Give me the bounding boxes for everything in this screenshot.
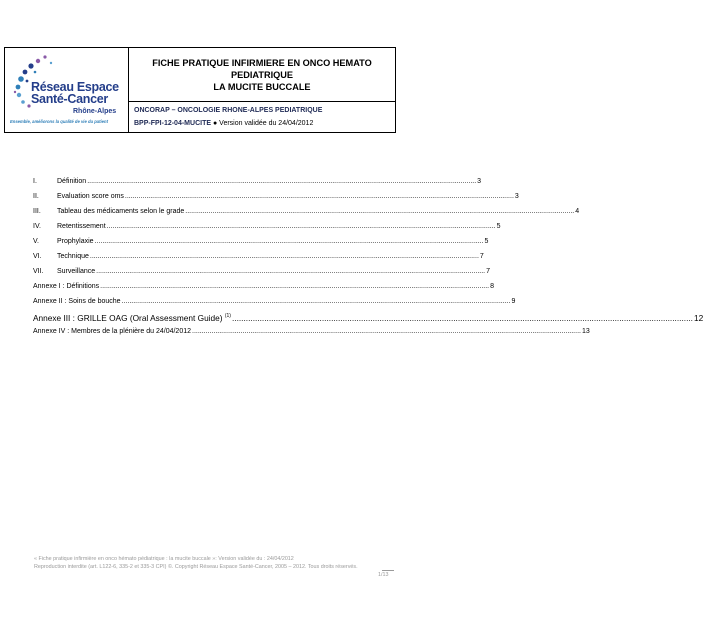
toc-label: Retentissement [57,223,106,230]
toc-row-annexe-1[interactable] [33,279,495,294]
title-line2: LA MUCITE BUCCALE [213,81,311,92]
toc-number: V. [33,238,39,245]
reference-line [134,117,390,130]
toc-row-annexe-3[interactable] [33,309,703,324]
toc-number: III. [33,208,41,215]
toc-row-7[interactable] [33,264,491,279]
toc-leader: ........................................................................................................................................................................................................ [106,223,496,230]
toc-leader: ........................................................................................................................................................................................................ [87,178,477,185]
toc-label: Tableau des médicaments selon le grade [57,208,185,215]
toc-number: IV. [33,223,41,230]
logo-text-line2: Santé-Cancer [31,92,108,106]
toc-leader: ........................................................................................................................................................................................................ [96,268,486,275]
toc-row-2[interactable] [33,189,519,204]
table-of-contents [33,174,703,339]
toc-label: Définition [57,178,87,185]
toc-row-1[interactable] [33,174,482,189]
toc-page: 8 [490,283,495,290]
validation-date: Version validée du 24/04/2012 [219,120,314,127]
toc-page: 12 [693,312,703,323]
toc-leader: ........................................................................................................................................................................................................ [89,253,479,260]
logo-text-line1: Réseau Espace [31,80,119,94]
toc-leader: ........................................................................................................................................................................................................ [192,328,581,335]
title-line1: FICHE PRATIQUE INFIRMIERE EN ONCO HEMATO PEDIATRIQUE [152,57,372,80]
toc-leader: ........................................................................................................................................................................................................ [121,298,511,305]
toc-label: Surveillance [57,268,96,275]
toc-number: II. [33,193,39,200]
logo-region: Rhône-Alpes [73,108,117,115]
page-number: 1/13 [378,572,389,578]
toc-row-4[interactable] [33,219,501,234]
footer-line2: Reproduction interdite (art. L122-6, 335-2 et 335-3 CPI) ©. Copyright Réseau Espace Santé-Cancer, 2005 – 2012. Tous droits réservés. [34,564,358,570]
toc-page: 7 [486,268,491,275]
toc-row-annexe-2[interactable] [33,294,516,309]
toc-number: VII. [33,268,44,275]
toc-label: Evaluation score oms [57,193,124,200]
document-header [4,47,396,133]
toc-row-5[interactable] [33,234,489,249]
toc-page: 9 [511,298,516,305]
toc-row-3[interactable] [33,204,580,219]
document-info [129,102,395,132]
footer-line1: « Fiche pratique infirmière en onco hémato pédiatrique : la mucite buccale »: Version validée du : 24/04/2012 [34,556,294,562]
toc-page: 3 [514,193,519,200]
toc-page: 5 [484,238,489,245]
toc-label: Annexe IV : Membres de la plénière du 24/04/2012 [33,328,191,335]
logo-tagline: Ensemble, améliorons la qualité de vie du patient [10,119,108,124]
footer-rule [382,570,394,571]
toc-label: Technique [57,253,89,260]
bullet-icon: ● [212,120,218,127]
toc-page: 4 [575,208,580,215]
toc-leader: ........................................................................................................................................................................................................ [185,208,575,215]
toc-label: Annexe II : Soins de bouche [33,298,121,305]
document-title [129,48,395,102]
toc-leader: ........................................................................................................................................................................................................ [231,312,693,323]
toc-number: I. [33,178,37,185]
toc-leader: ........................................................................................................................................................................................................ [100,283,490,290]
page-footer [34,555,390,571]
toc-row-6[interactable] [33,249,484,264]
toc-number: VI. [33,253,42,260]
toc-leader: ........................................................................................................................................................................................................ [124,193,514,200]
toc-label: Prophylaxie [57,238,94,245]
toc-row-annexe-4[interactable] [33,324,590,339]
reference-code: BPP-FPI-12-04-MUCITE [134,120,212,127]
toc-page: 7 [479,253,484,260]
toc-label-text: Annexe III : GRILLE OAG (Oral Assessment Guide) [33,312,225,323]
logo [5,48,129,132]
toc-label: Annexe I : Définitions [33,283,100,290]
organization: ONCORAP – ONCOLOGIE RHONE-ALPES PEDIATRIQUE [134,107,323,114]
footnote-marker: (1) [224,313,231,319]
toc-leader: ........................................................................................................................................................................................................ [94,238,484,245]
toc-page: 5 [496,223,501,230]
toc-page: 3 [477,178,482,185]
toc-page: 13 [581,328,590,335]
